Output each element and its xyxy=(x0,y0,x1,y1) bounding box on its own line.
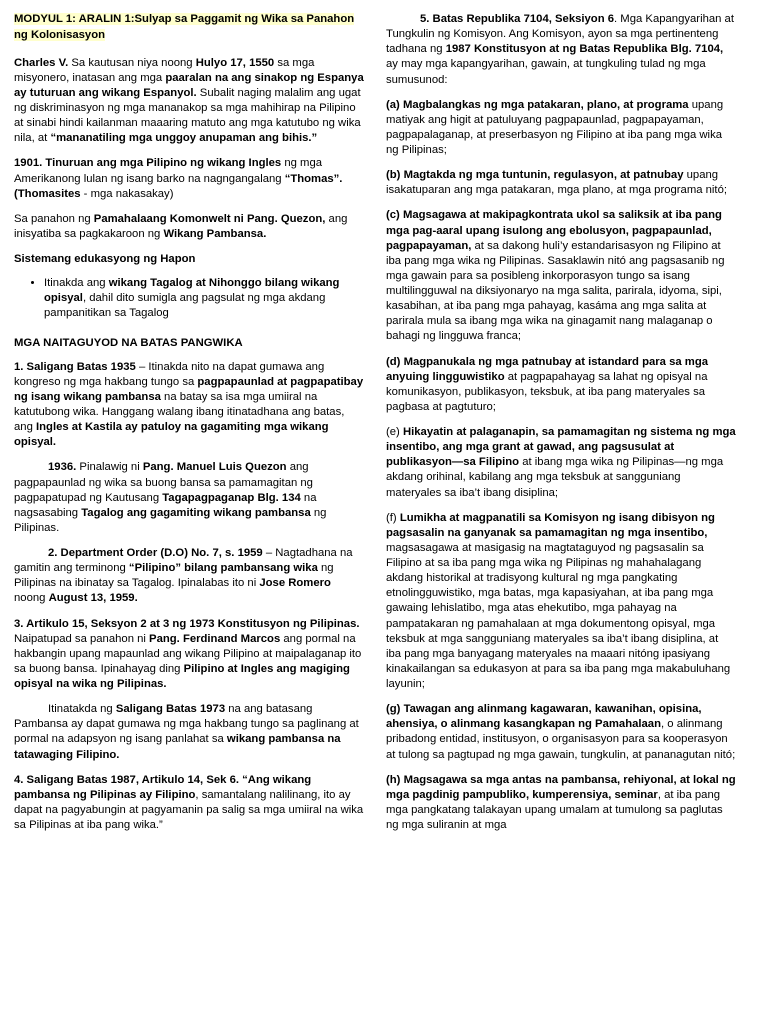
emphasis-text: Hikayatin at palaganapin, sa pamamagitan ng sistema ng mga insentibo, ang mga grant at gawad, ang pagsusulat at publikasyon—sa Filipino xyxy=(386,426,736,469)
body-text: ng Pilipinas na ibinatay sa Tagalog. Ipinalabas ito ni xyxy=(14,562,334,590)
body-text: (e) xyxy=(386,426,403,438)
body-text: at ibang mga wika ng Pilipinas—ng mga akdang orihinal, kabilang ang mga teksbuk at sangguniang materyales sa iba’t ibang disiplina; xyxy=(386,456,724,499)
emphasis-text: (d) Magpanukala ng mga patnubay at istandard para sa mga anyuing lingguwistiko xyxy=(386,355,709,383)
left-column xyxy=(14,12,364,843)
japanese-education-bullet-list xyxy=(14,276,364,321)
japanese-bullet-item xyxy=(44,276,364,321)
emphasis-text: 4. Saligang Batas 1987, Artikulo 14, Sek 6. xyxy=(14,773,239,786)
emphasis-text: wikang pambansa na tatawaging Filipino. xyxy=(14,733,341,761)
artikulo-15-1973-paragraph xyxy=(14,617,364,693)
right-column xyxy=(386,12,736,843)
emphasis-text: 3. Artikulo 15, Seksyon 2 at 3 ng 1973 Konstitusyon ng Pilipinas. xyxy=(14,617,360,630)
body-text: - mga nakasakay) xyxy=(80,187,174,200)
body-text: sa mga misyonero, inatasan ang mga xyxy=(14,56,315,84)
document-title xyxy=(14,12,364,44)
emphasis-text: 1987 Konstitusyon at ng Batas Republika Blg. 7104, xyxy=(445,43,724,56)
body-text: ng Pilipinas. xyxy=(14,506,327,534)
emphasis-text: “Pilipino” bilang pambansang wika xyxy=(128,562,318,575)
charles-v-paragraph xyxy=(14,56,364,147)
emphasis-text: (c) Magsagawa at makipagkontrata ukol sa saliksik at iba pang mga pag-aaral upang isulong ang ebolusyon, pagpapaunlad, pagpapayaman, xyxy=(386,209,722,252)
emphasis-text: Jose Romero xyxy=(259,577,331,590)
body-text: ng mga Amerikanong lulan ng isang barko na nagngangalang xyxy=(14,157,323,185)
body-text: , dahil dito sumigla ang pagsulat ng mga akdang pampanitikan sa Tagalog xyxy=(44,292,326,320)
emphasis-text: Tagapagpaganap Blg. 134 xyxy=(162,491,301,504)
body-text: (f) xyxy=(386,511,400,524)
body-text: ang pagpapaunlad ng wika sa buong bansa sa pamamagitan ng pagpapatupad ng Kautusang xyxy=(14,461,313,504)
item-a-paragraph xyxy=(386,98,736,159)
left-body-paragraphs xyxy=(14,56,364,242)
emphasis-text: Wikang Pambansa. xyxy=(163,227,267,240)
emphasis-text: 1936. xyxy=(48,461,77,474)
body-text: at pagpapahayag sa lahat ng opisyal na komunikasyon, publikasyon, teksbuk, at iba pang materyales sa pagbasa at pagtuturo; xyxy=(386,370,708,413)
emphasis-text: “Ang wikang pambansa ng Pilipinas ay Filipino xyxy=(14,773,312,801)
body-text: . Mga Kapangyarihan at Tungkulin ng Komisyon. Ang Komisyon, ayon sa mga pertinenteng tadhana ng xyxy=(386,13,734,56)
body-text: Naipatupad sa panahon ni xyxy=(14,632,150,645)
japanese-education-heading: Sistemang edukasyong ng Hapon xyxy=(14,253,196,265)
department-order-7-paragraph xyxy=(14,546,364,607)
emphasis-text: Pilipino at Ingles ang magiging opisyal na wika ng Pilipinas. xyxy=(14,662,350,690)
powers-and-duties-list xyxy=(386,98,736,834)
body-text: na ang batasang Pambansa ay dapat gumawa ng mga hakbang tungo sa paglinang at pormal na adapsyon ng isang panlahat sa xyxy=(14,703,359,746)
item-g-paragraph xyxy=(386,702,736,763)
emphasis-text: 1. Saligang Batas 1935 xyxy=(14,360,136,373)
emphasis-text: 1901. Tinuruan ang mga Pilipino ng wikang Ingles xyxy=(14,157,282,170)
year-1901-paragraph xyxy=(14,156,364,201)
emphasis-text: August 13, 1959. xyxy=(48,592,138,605)
laws-section-heading: MGA NAITAGUYOD NA BATAS PANGWIKA xyxy=(14,336,243,349)
right-intro-paragraph xyxy=(386,12,736,88)
body-text: at sa dakong huli’y estandarisasyon ng Filipino at iba pang mga wika ng Pilipinas. Sasaklawin nitó ang pagsasanib ng mga gawain para sa posibleng inkorporasyon tungo sa isang multilingguwal na diksiyonaryo na mga salita, parirala, idyoma, sipi, kasabihan, at iba pang mga pahayag, kasáma ang mga salita at parirala mula sa ibang mga wika na ginagamit nang malaganap o bahagi ng lingguwa franca; xyxy=(386,239,725,343)
body-text: , samantalang nalilinang, ito ay dapat na pagyabungin at pagyamanin pa salig sa mga umiiral na wika sa Pilipinas at iba pang wika.” xyxy=(14,788,364,831)
emphasis-text: Tagalog ang gagamiting wikang pambansa xyxy=(81,506,311,519)
body-text: ang pormal na hakbangin upang mapaunlad ang wikang Pilipino at maipalaganap ito sa buong bansa. Ipinahayag ding xyxy=(14,632,362,675)
document-title-text: MODYUL 1: ARALIN 1:Sulyap sa Paggamit ng Wika sa Panahon ng Kolonisasyon xyxy=(14,13,355,41)
year-1936-paragraph xyxy=(14,460,364,536)
emphasis-text: (h) Magsagawa sa mga antas na pambansa, rehiyonal, at lokal ng mga pagdinig pampubliko, kumperensiya, seminar xyxy=(386,773,736,801)
emphasis-text: (g) Tawagan ang alinmang kagawaran, kawanihan, opisina, ahensiya, o alinmang kasangkapan ng Pamahalaan xyxy=(386,703,702,731)
emphasis-text: “Thomas”. (Thomasites xyxy=(14,172,343,200)
emphasis-text: Pamahalaang Komonwelt ni Pang. Quezon, xyxy=(93,212,326,225)
two-column-layout xyxy=(14,12,754,843)
batas-republika-7104-paragraph xyxy=(386,12,736,88)
body-text: Sa kautusan niya noong xyxy=(68,56,196,69)
body-text: na batay sa isa mga umiiral na katutubong wika. Hanggang walang ibang itinatadhana ang batas, ang xyxy=(14,390,345,434)
body-text: – Nagtadhana na gamitin ang terminong xyxy=(14,547,353,575)
body-text: , o alinmang pribadong entidad, institusyon, o organisasyon para sa kooperasyon at tulong sa pagtupad ng mga gawain, tungkulin, at pananagutan nitó; xyxy=(386,718,736,761)
emphasis-text: Hulyo 17, 1550 xyxy=(195,56,275,69)
item-e-paragraph xyxy=(386,425,736,501)
body-text: Subalit naging malalim ang ugat ng diskriminasyon ng mga mananakop sa mga mahihirap na Pilipino at sinabi hindi kailanman maaaring matuto ang mga katutubo ng wika nila, at xyxy=(14,86,361,145)
item-f-paragraph xyxy=(386,511,736,693)
emphasis-text: Saligang Batas 1973 xyxy=(115,703,226,716)
item-b-paragraph xyxy=(386,168,736,198)
emphasis-text: pagpapaunlad at pagpapatibay ng isang wikang pambansa xyxy=(14,375,364,403)
emphasis-text: Lumikha at magpanatili sa Komisyon ng isang dibisyon ng pagsasalin na ganyanak sa pamamagitan ng mga insentibo, xyxy=(386,511,715,539)
body-text: upang matiyak ang higit at patuluyang pagpapaunlad, pagpapayaman, pagpapalaganap, at preserbasyon ng Filipino at iba pang mga wika ng Pilipinas; xyxy=(386,98,724,156)
saligang-batas-1973-paragraph xyxy=(14,702,364,763)
emphasis-text: paaralan na ang sinakop ng Espanya ay tuturuan ang wikang Espanyol. xyxy=(14,71,364,99)
saligang-batas-1987-paragraph xyxy=(14,773,364,834)
body-text: Sa panahon ng xyxy=(14,212,94,225)
body-text: , at iba pang mga pangkatang talakayan upang umalam at tumulong sa paglutas ng mga suliranin at mga xyxy=(386,788,723,831)
body-text: magsasagawa at masigasig na magtataguyod ng pagsasalin sa Filipino at sa iba pang mga wika ng Pilipinas ng mahahalagang akdang historikal at tradisyong kultural ng mga pangkating etnolingguwistiko, mga batas, mga kapasiyahan, at iba pang mga gawaing lehislatibo, mga atas ehekutibo, mga pahayag na pampatakaran ng pamahalaan at mga dokumentong opisyal, mga teksbuk at mga sangguniang materyales sa iba’t ibang disiplina, at iba pang mga banyagang materyales na maaari nitóng ipasiyang kinakailangan sa edukasyon at para sa iba pang mga makabuluhang layunin; xyxy=(386,541,731,690)
body-text: Pinalawig ni xyxy=(76,461,143,474)
emphasis-text: Charles V. xyxy=(14,56,69,69)
body-text: – Itinakda nito na dapat gumawa ang kongreso ng mga hakbang tungo sa xyxy=(14,360,325,388)
emphasis-text: wikang Tagalog at Nihonggo bilang wikang opisyal xyxy=(44,277,340,305)
body-text: ay may mga kapangyarihan, gawain, at tungkuling tulad ng mga sumusunod: xyxy=(386,58,706,86)
commonwealth-paragraph xyxy=(14,212,364,242)
item-c-paragraph xyxy=(386,208,736,344)
saligang-batas-1935-paragraph xyxy=(14,360,364,451)
body-text: ang inisyatiba sa pagkakaroon ng xyxy=(14,212,348,240)
law-paragraph-list xyxy=(14,360,364,834)
emphasis-text: “mananatiling mga unggoy anupaman ang bihis.” xyxy=(50,132,318,145)
item-h-paragraph xyxy=(386,773,736,834)
body-text: Itinakda ang xyxy=(44,277,109,290)
body-text: na nagsasabing xyxy=(14,491,317,519)
emphasis-text: (b) Magtakda ng mga tuntunin, regulasyon, at patnubay xyxy=(386,169,684,182)
body-text: noong xyxy=(14,592,49,605)
emphasis-text: (a) Magbalangkas ng mga patakaran, plano, at programa xyxy=(386,98,689,111)
emphasis-text: Pang. Ferdinand Marcos xyxy=(149,632,281,645)
item-d-paragraph xyxy=(386,355,736,416)
body-text: upang isakatuparan ang mga patakaran, mga plano, at mga programa nitó; xyxy=(386,169,727,197)
body-text: Itinatakda ng xyxy=(48,703,116,716)
emphasis-text: Ingles at Kastila ay patuloy na gagamiting mga wikang opisyal. xyxy=(14,421,329,449)
emphasis-text: Pang. Manuel Luis Quezon xyxy=(142,461,287,474)
emphasis-text: 5. Batas Republika 7104, Seksiyon 6 xyxy=(420,13,615,25)
emphasis-text: 2. Department Order (D.O) No. 7, s. 1959 xyxy=(48,547,263,559)
